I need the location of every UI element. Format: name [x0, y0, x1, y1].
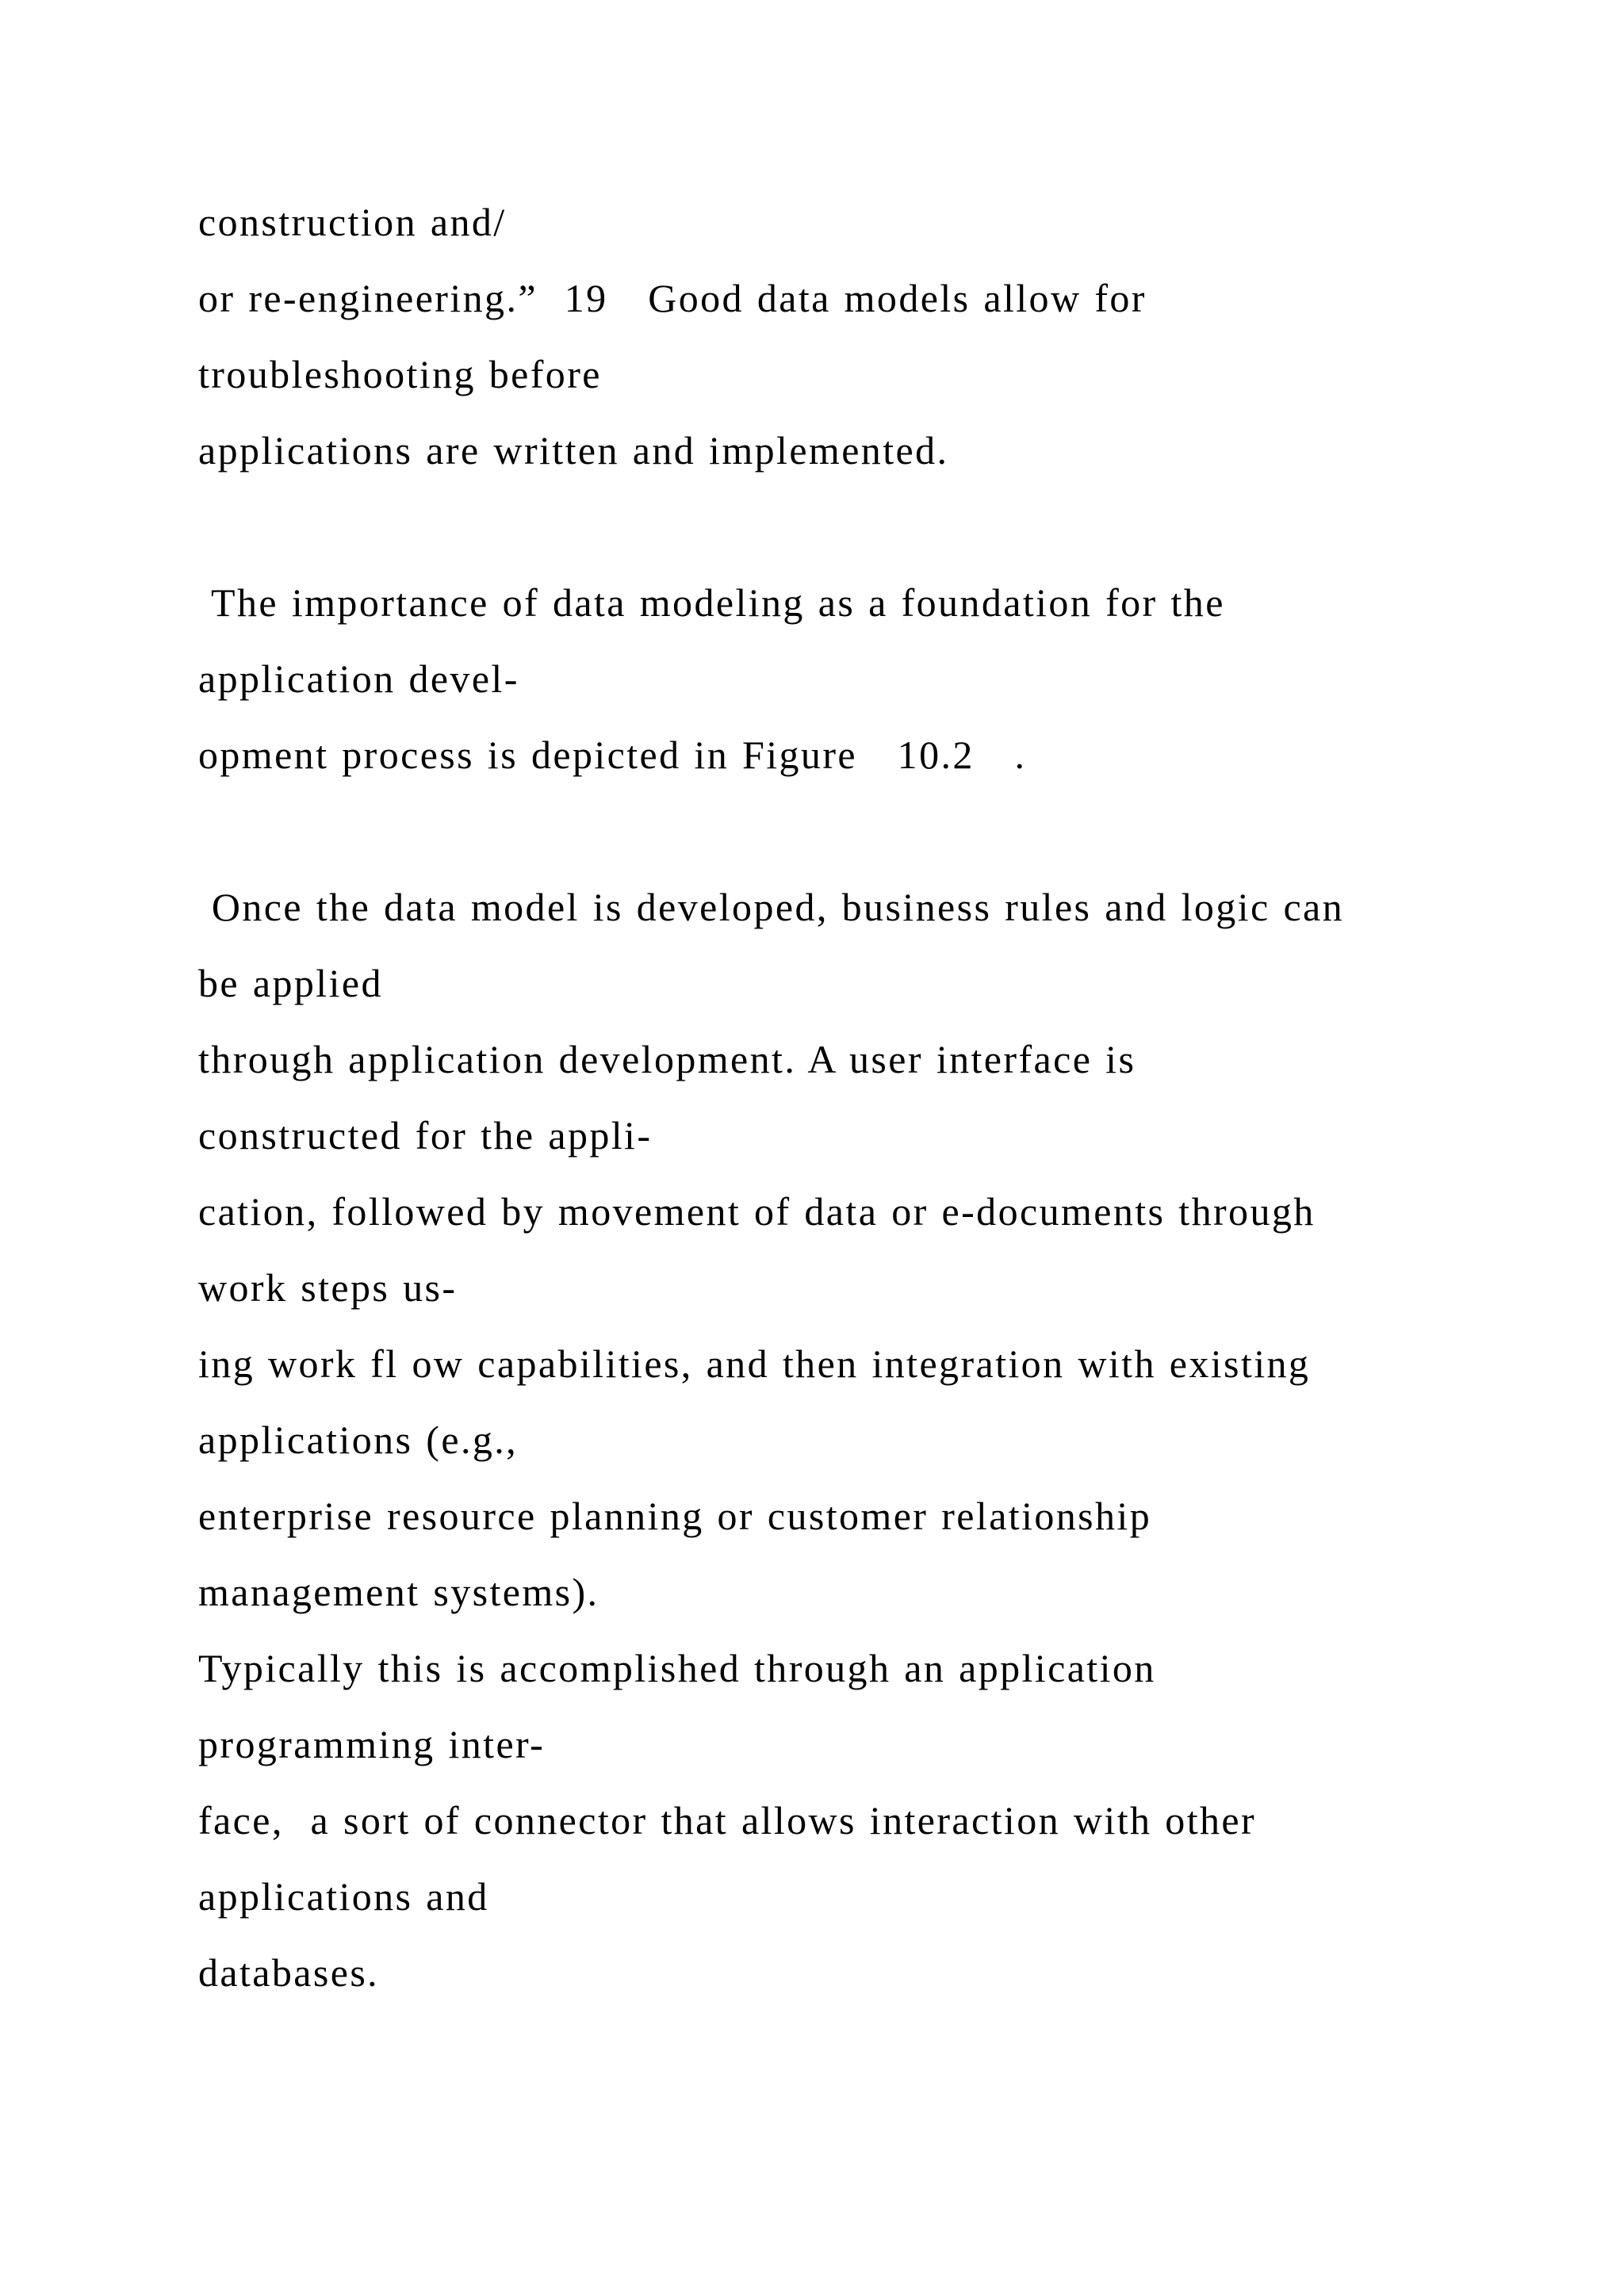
text-line: application devel- — [198, 656, 519, 701]
text-line: or re-engineering.” 19 Good data models allow for — [198, 276, 1147, 320]
text-line: applications and — [198, 1874, 489, 1919]
text-line: troubleshooting before — [198, 352, 602, 396]
text-line: be applied — [198, 961, 383, 1005]
text-line: The importance of data modeling as a foundation for the — [198, 580, 1225, 625]
text-line: ing work fl ow capabilities, and then integration with existing — [198, 1341, 1311, 1386]
text-line: opment process is depicted in Figure 10.2 . — [198, 733, 1027, 777]
text-line: Typically this is accomplished through an application — [198, 1646, 1156, 1690]
text-line: through application development. A user interface is — [198, 1037, 1136, 1081]
text-line: management systems). — [198, 1570, 599, 1614]
text-line: face, a sort of connector that allows interaction with other — [198, 1798, 1257, 1843]
text-line: databases. — [198, 1950, 380, 1995]
text-line: programming inter- — [198, 1722, 546, 1766]
text-line: work steps us- — [198, 1265, 458, 1310]
text-line: Once the data model is developed, business rules and logic can — [198, 885, 1345, 929]
text-line: applications are written and implemented. — [198, 428, 949, 473]
text-line: construction and/ — [198, 200, 507, 244]
text-line: constructed for the appli- — [198, 1113, 653, 1158]
text-line: cation, followed by movement of data or e-documents through — [198, 1189, 1316, 1234]
text-line: applications (e.g., — [198, 1418, 519, 1462]
text-line: enterprise resource planning or customer relationship — [198, 1494, 1152, 1538]
